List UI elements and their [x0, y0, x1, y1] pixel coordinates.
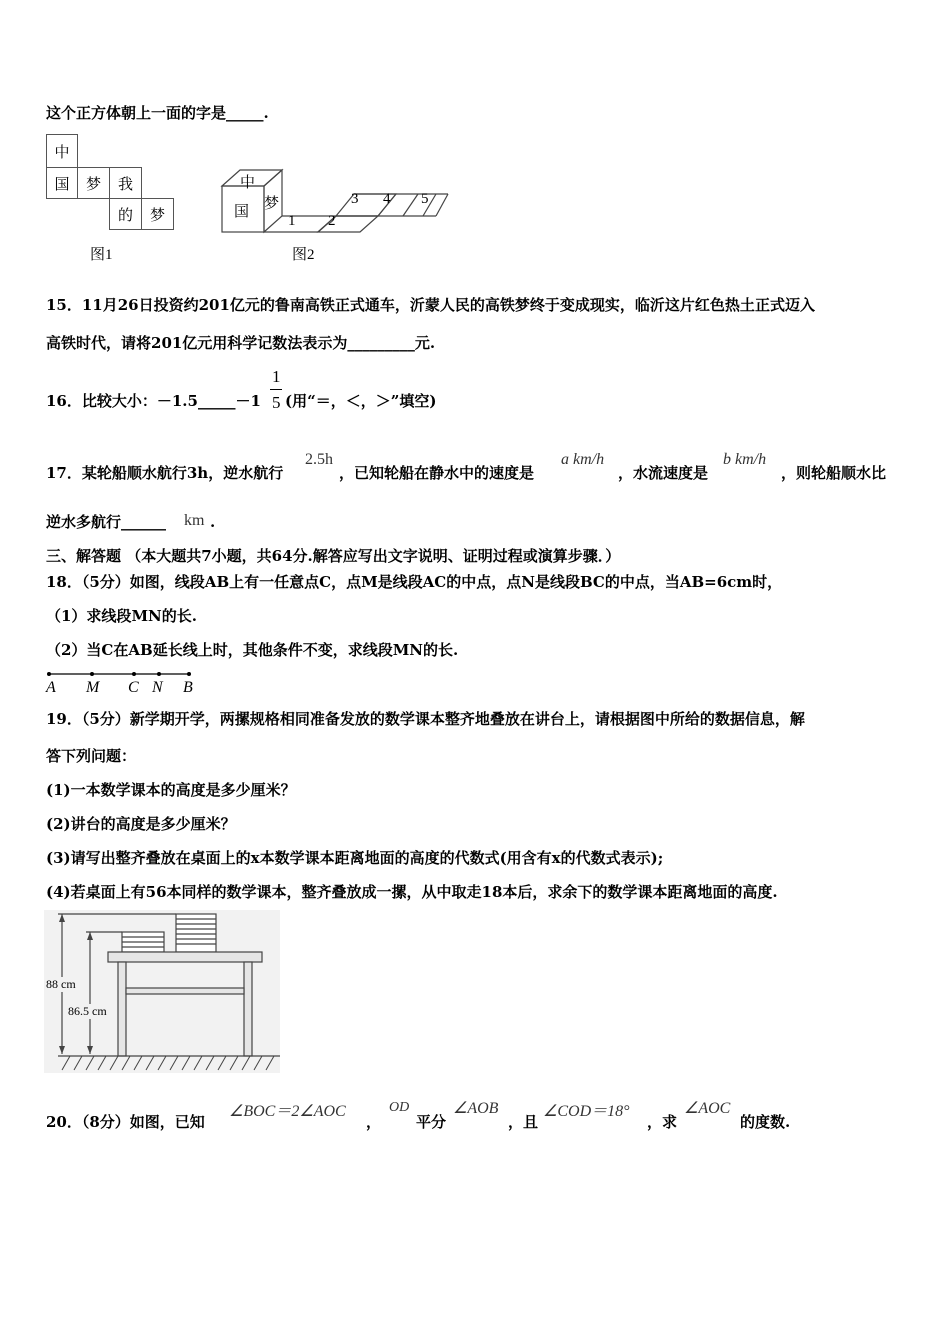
net-cell: 的	[109, 198, 142, 230]
figure-1-caption: 图1	[90, 247, 113, 263]
cube-top-label: 中	[240, 175, 256, 191]
q18-line1: 18．（5分）如图，线段AB上有一任意点C，点M是线段AC的中点，点N是线段BC的中点，当AB=6cm时，	[46, 573, 783, 591]
q17-end: .	[210, 513, 216, 531]
q19-sub4: (4)若桌面上有56本同样的数学课本，整齐叠放成一摞，从中取走18本后，求余下的数学课本距离地面的高度.	[46, 883, 778, 901]
q15-line2: 高铁时代，请将201亿元用科学记数法表示为_________元.	[46, 334, 436, 352]
q16-suffix: (用“＝，＜，＞”填空)	[285, 392, 437, 410]
formula-aoc: ∠AOC	[684, 1100, 731, 1117]
net-cell: 梦	[77, 167, 110, 199]
q20-comma: ，	[366, 1113, 382, 1131]
point-c	[132, 672, 136, 676]
fraction-bar	[270, 389, 282, 390]
figure-2-caption: 图2	[292, 247, 315, 263]
point-a	[47, 672, 51, 676]
point-b	[187, 672, 191, 676]
unit-km: km	[184, 512, 205, 529]
q17-part1: 17．某轮船顺水航行3h，逆水航行	[46, 464, 284, 482]
point-label: N	[152, 679, 163, 696]
fraction-numerator: 1	[272, 367, 281, 386]
q19-sub3: (3)请写出整齐叠放在桌面上的x本数学课本距离地面的高度的代数式(用含有x的代数式表示);	[46, 849, 664, 867]
label-88cm: 88 cm	[46, 977, 76, 991]
formula-ship-speed: a km/h	[561, 451, 605, 468]
cube-side-label: 梦	[264, 196, 280, 212]
section-3-heading: 三、解答题 （本大题共7小题，共64分.解答应写出文字说明、证明过程或演算步骤．）	[46, 547, 621, 565]
q20-part1: 20．（8分）如图，已知	[46, 1113, 205, 1131]
net-cell: 我	[109, 167, 142, 199]
formula-aob: ∠AOB	[453, 1100, 499, 1117]
point-m	[90, 672, 94, 676]
q17-part3: ，水流速度是	[618, 464, 709, 482]
q19-sub2: (2)讲台的高度是多少厘米？	[46, 815, 236, 833]
point-label: A	[46, 679, 56, 696]
formula-boc: ∠BOC＝2∠AOC	[229, 1103, 346, 1120]
point-label: M	[86, 679, 100, 696]
q15-line1: 15．11月26日投资约201亿元的鲁南高铁正式通车，沂蒙人民的高铁梦终于变成现实，临沂这片红色热土正式迈入	[46, 296, 815, 314]
q17-line2: 逆水多航行______	[46, 513, 167, 531]
formula-cod: ∠COD＝18°	[543, 1103, 630, 1120]
segment-line	[44, 668, 204, 680]
q20-part4: ，求	[647, 1113, 678, 1131]
net-cell: 中	[46, 134, 78, 168]
q20-part3: ，且	[508, 1113, 539, 1131]
strip-label: 4	[383, 191, 391, 207]
fraction-denominator: 5	[272, 393, 281, 412]
q14-text: 这个正方体朝上一面的字是_____.	[46, 104, 269, 122]
formula-od: OD	[389, 1100, 410, 1115]
q20-part5: 的度数.	[740, 1113, 791, 1131]
point-label: B	[183, 679, 193, 696]
point-label: C	[128, 679, 139, 696]
net-cell: 梦	[141, 198, 174, 230]
q19-line1: 19．（5分）新学期开学，两摞规格相同准备发放的数学课本整齐地叠放在讲台上，请根据图中所给的数据信息，解	[46, 710, 805, 728]
strip-label: 1	[288, 213, 296, 229]
strip-label: 2	[328, 213, 336, 229]
formula-time: 2.5h	[305, 451, 333, 468]
podium-drawing	[44, 910, 284, 1075]
q18-sub2: （2）当C在AB延长线上时，其他条件不变，求线段MN的长.	[46, 641, 459, 659]
q17-part4: ，则轮船顺水比	[781, 464, 887, 482]
strip-label: 3	[351, 191, 359, 207]
q17-part2: ，已知轮船在静水中的速度是	[339, 464, 535, 482]
net-cell: 国	[46, 167, 78, 199]
q19-line2: 答下列问题：	[46, 747, 137, 765]
cube-front-label: 国	[234, 204, 250, 220]
q18-sub1: （1）求线段MN的长.	[46, 607, 197, 625]
point-n	[157, 672, 161, 676]
q19-sub1: (1)一本数学课本的高度是多少厘米？	[46, 781, 296, 799]
q20-part2: 平分	[416, 1113, 447, 1131]
strip-label: 5	[421, 191, 429, 207]
formula-water-speed: b km/h	[723, 451, 767, 468]
q16-prefix: 16．比较大小：－1.5_____－1	[46, 392, 261, 410]
label-86-5cm: 86.5 cm	[68, 1004, 107, 1018]
